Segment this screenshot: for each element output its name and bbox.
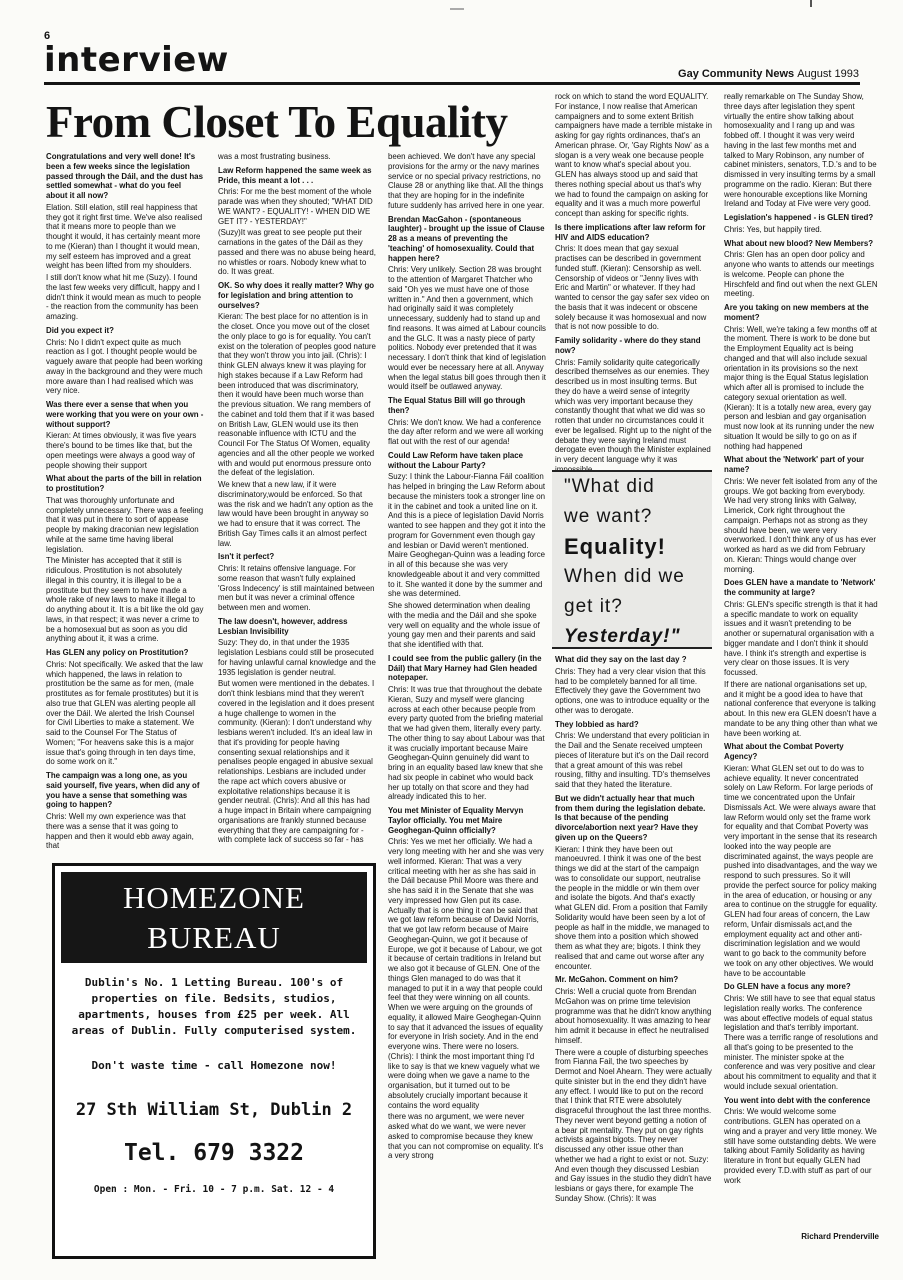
- pull-quote-line: get it?: [564, 596, 623, 617]
- interview-answer: Chris: It was true that throughout the debate Kieran, Suzy and myself were glancing across at each other because people from every party quoted from the briefing material that we had given them, literally every party. The other thing to say about Labour was that it was crucially important because Maire Geoghegan-Quinn genuinely did want to bring in an equality based law knew that she had six people in cabinet who would back her up totally on that score and they had already indicated this to her.: [388, 685, 545, 802]
- interview-answer: There were a couple of disturbing speeches from Fianna Fail, the two speeches by Dermot and Noel Ahearn. They were actually quite sinister but in the end they didn't have any effect. I would like to put on the record that I think that RTE were absolutely disgraceful throughout the last three months. They never went beyond getting a notion of a bear pit mentality. They put on gay rights activists against bigots. They never discussed any other issue other than whether we had a right to exist or not. Suzy: And even though they discussed Lesbian and Gay issues in the studio they didn't have lesbians or gays there, for example The Sunday Show. (Chris): It was: [555, 1047, 712, 1203]
- interview-question: What about the parts of the bill in relation to prostitution?: [46, 474, 202, 493]
- interview-question: They lobbied as hard?: [555, 719, 639, 729]
- ad-banner: [61, 872, 367, 963]
- ad-phone: Tel. 679 3322: [123, 1140, 304, 1166]
- interview-answer: But women were mentioned in the debates. I don't think lesbians mind that they weren't covered in the legislation and it does present a huge challenge to women in the community. (Kieran): I don't understand why lesbians weren't included. It's an ideal law in that it's providing for people having consenting sexual relationships and it penalises people engaged in abusive sexual relationships. Lesbians are included under the rape act which covers abusive or exploitative relationships because it is gender neutral. (Chris): And all this has had a huge impact in Britain where campaigning organisations are frankly stunned because everything that they are campaigning for - with complete lack of success so far - has: [218, 679, 375, 845]
- interview-answer: Chris: Well my own experience was that there was a sense that it was going to happen and then it would ebb away again, that: [46, 812, 194, 851]
- interview-question: Legislation's happened - is GLEN tired?: [724, 213, 874, 222]
- interview-answer: Chris: No I didn't expect quite as much reaction as I got. I thought people would be vaguely aware that people had been working away in the background and they were much more aware than I had realised which was very nice.: [46, 337, 203, 396]
- text-column-1: [46, 152, 204, 852]
- interview-answer: Chris: Glen has an open door policy and anyone who wants to attends our meetings is welcome. People can phone the Hirschfeld and find out when the next GLEN meeting.: [724, 250, 878, 299]
- interview-answer: She showed determination when dealing with the media and the Dáil and she spoke very well on equality and the whole issue of young gay men and their parents and said that she identified with that.: [388, 601, 540, 649]
- issue-date: August 1993: [797, 68, 859, 80]
- pull-quote-line: Equality!: [564, 534, 666, 559]
- interview-question: Does GLEN have a mandate to 'Network' the community at large?: [724, 578, 876, 597]
- interview-question: Are you taking on new members at the moment?: [724, 303, 869, 322]
- interview-question: The campaign was a long one, as you said yourself, five years, when did any of you have a sense that something was going to happen?: [46, 771, 200, 810]
- interview-answer: Chris: We don't know. We had a conference the day after reform and we were all working flat out with the rest of our agenda!: [388, 417, 544, 446]
- pull-quote-line: Yesterday!": [564, 626, 681, 647]
- interview-answer: Chris: They had a very clear vision that this had to be completely banned for all time. Effectively they gave the Government two options, one was to introduce equality or the other was to derogate.: [555, 666, 710, 715]
- interview-answer: rock on which to stand the word EQUALITY. For instance, I now realise that American campaigners and to some extent British campaigners have made a terrible mistake in asking for gay rights ordinances, that's an American phrase. Or, 'Gay Rights Now' as a slogan is a very weak one because people want to know what's special about you. GLEN has always stood up and said that theres nothing special about us that's why we had to found the campaign on asking for equality and it was a much more powerful concept than asking for specific rights.: [555, 92, 712, 218]
- interview-answer: Chris: GLEN's specific strength is that it had a specific mandate to work on equality issues and it wasn't pretending to be another or supernatural organisation with a bigger mandate and I don't think it should have. I think it's strength and expertise is very clear on those issues. It is very focussed.: [724, 599, 878, 677]
- interview-answer: Kieran: The best place for no attention is in the closet. Once you move out of the closet the only place to go is for equality. You can't exist on the toleration of peoples good nature that they won't throw you into jail. (Chris): I think GLEN always knew it was playing for high stakes because if a Law Reform had been introduced that was discriminatory, then it would have been much worse than the previous situation. We rang members of the cabinet and told them that if it was based on British Law, GLEN would use its then reasonable influence with ICTU and the Council For The Status Of Women, equality agencies and all the other people we worked with and would put enormous pressure onto the defeat of the legislation.: [218, 312, 376, 478]
- pull-quote-line: When did we: [564, 566, 685, 587]
- interview-question: What did they say on the last day ?: [555, 655, 687, 664]
- interview-question: Was there ever a sense that when you were working that you were on your own - without support?: [46, 400, 204, 429]
- interview-answer: Chris: Not specifically. We asked that the law which happened, the laws in relation to prostitution be the same as for men, (male prostitutes as for female prostitutes) but it is also true that GLEN was alerting people all over the Dáil. We alerted the Irish Counsel for Civil Liberties to make a statement. We said to the Counsel For The Status of Women; "For heavens sake this is a major issue that's going through in ten days time, do some work on it.": [46, 659, 203, 767]
- interview-answer: Chris: It retains offensive language. For some reason that wasn't fully explained 'Gross Indecency' is still maintained between men but it was never a criminal offence between men and women.: [218, 564, 375, 612]
- interview-answer: Kieran: At times obviously, it was five years there's bound to be times like that, but the open meetings were always a good way of people showing their support: [46, 431, 197, 470]
- ad-hours: Open : Mon. - Fri. 10 - 7 p.m. Sat. 12 - 4: [93, 1184, 335, 1195]
- article-headline: From Closet To Equality: [46, 97, 508, 147]
- interview-question: Is there implications after law reform for HIV and AIDS education?: [555, 222, 706, 242]
- publication-name: Gay Community News: [678, 68, 795, 80]
- pull-quote-line: we want?: [564, 506, 653, 527]
- interview-answer: Chris: For me the best moment of the whole parade was when they shouted; "WHAT DID WE WANT? - EQUALITY! - WHEN DID WE GET IT? - YESTERDAY!": [218, 187, 373, 226]
- interview-question: You met Minister of Equality Mervyn Taylor officially. You met Maire Geoghegan-Quinn officially?: [388, 806, 524, 835]
- interview-answer: Suzy: I think the Labour-Fianna Fáil coalition has helped in bringing the Law Reform about because the ministers took a stronger line on it in the cabinet and took a united line on it. And this is a piece of legislation David Norris wanted to see happen and they got it into the program for Government even though gay and lesbian or David weren't mentioned. Maire Geoghegan-Quinn was a leading force in all of this because she was very knowledgeable about it and very committed to it. She wanted it done by the summer and she was determined.: [388, 472, 546, 599]
- pull-quote-line: "What did: [564, 476, 655, 497]
- homezone-advertisement: [52, 863, 376, 1259]
- ad-address: 27 Sth William St, Dublin 2: [75, 1100, 353, 1120]
- interview-answer: The Minister has accepted that it still is ridiculous. Prostitution is not absolutely illegal in this country, it is illegal to be a prostitute but they seem to have made a whole rake of new laws to make it illegal to do anything about it. It is a bit like the old gay laws, in that respect; it was never a crime to be a homosexual but as soon as you did anything about it, it was a crime.: [46, 556, 204, 644]
- interview-answer: That was thoroughly unfortunate and completely unnecessary. There was a feeling that it was put in there to sort of appease people by making draconian new legislation while at the same time having liberal legislation.: [46, 495, 204, 554]
- interview-answer: I still don't know what hit me (Suzy). I found the last few weeks very difficult, happy and I didn't think it would mean as much to people - the reaction from the community has been amazing.: [46, 273, 202, 321]
- interview-answer: Chris: Very unlikely. Section 28 was brought to the attention of Margaret Thatcher who said "Oh yes we must have one of those written in." And then a government, which had originally said it was completely unnecessary, suddenly had to stand up and find reasons. It was aimed at Labour councils and the GLC. It was a nasty piece of party politics. Nobody ever pretended that it was necessary. I don't think that kind of legislation would ever be necessary here at all. Anyway when the legal status bill goes through then it would itself be outlawed anyway.: [388, 265, 546, 392]
- interview-question: The Equal Status Bill will go through then?: [388, 396, 526, 415]
- interview-answer: Chris: We still have to see that equal status legislation really works. The conference was about effective models of equal status legislation and that's terribly important. There was a terrific range of resolutions and all that's going to be presented to the minister. The minister spoke at the conference and was very positive and clear about his commitment to equality and that it would include sexual orientation.: [724, 994, 878, 1091]
- interview-answer: We knew that a new law, if it were discriminatory,would be enforced. So that was the risk and we hadn't any option as the law would have been brought in anyway so we had to ensure that it was correct. The British Gay Times calls it an almost perfect law.: [218, 480, 374, 548]
- interview-question: What about the 'Network' part of your name?: [724, 455, 865, 474]
- interview-answer: Chris: Yes, but happily tired.: [724, 224, 822, 234]
- interview-answer: Chris: Well a crucial quote from Brendan McGahon was on prime time television programme was that he didn't know anything about homosexuality. It was amazing to hear him admit it because in effect he neutralised himself.: [555, 987, 712, 1045]
- ad-tagline: Don't waste time - call Homezone now!: [91, 1059, 337, 1072]
- section-title: interview: [44, 40, 229, 80]
- interview-question: Could Law Reform have taken place without the Labour Party?: [388, 450, 524, 470]
- text-column-5: [724, 92, 878, 1242]
- interview-question: What about new blood? New Members?: [724, 238, 874, 248]
- interview-answer: Chris: Well, we're taking a few months off at the moment. There is work to be done but the Employment Equality act is being changed and that will also include sexual orientation in its provisions so the next major thing is the Equal Status legislation which after all is promised to include the category sexual orientation as well. (Kieran): It is a totally new area, every gay person and lesbian and gay organisation must now look at its running under the new situation It would be silly to go on as if nothing had happened: [724, 324, 877, 451]
- interview-question: Did you expect it?: [46, 325, 114, 335]
- interview-question: OK. So why does it really matter? Why go for legislation and bring attention to ourselves?: [218, 281, 375, 310]
- text-column-2: [218, 152, 376, 852]
- interview-question: Congratulations and very well done! It's been a few weeks since the legislation passed through the Dáil, and the dust has settled somewhat - what do you feel about it all now?: [46, 152, 203, 200]
- author-byline: Richard Prenderville: [801, 1232, 879, 1241]
- page-number: 6: [44, 30, 51, 42]
- interview-answer: If there are national organisations set up, and it might be a good idea to have that national conference that everyone is talking about. In this new era GLEN doesn't have a mandate to be any thing other than what we have been working at.: [724, 679, 878, 738]
- ad-body: Dublin's No. 1 Letting Bureau. 100's of properties on file. Bedsits, studios, apartments, houses from £25 per week. All areas of Dublin. Fully computerised system.: [71, 976, 357, 1037]
- interview-question: Brendan MacGahon - (spontaneous laughter) - brought up the issue of Clause 28 as a means of preventing the 'teaching' of homosexuality. Could that happen here?: [388, 214, 545, 263]
- header-rule: [44, 82, 860, 85]
- interview-question: What about the Combat Poverty Agency?: [724, 742, 844, 761]
- interview-question: Do GLEN have a focus any more?: [724, 982, 851, 992]
- scan-mark: [450, 8, 464, 10]
- interview-question: Isn't it perfect?: [218, 552, 275, 562]
- interview-answer: Chris: Family solidarity quite categorically described themselves as our enemies. They described us in most insulting terms. But they do have a weird sense of integrity which was very important because they constantly thought that what we did was so rotten that under no circumstances could it ever be legalised. Right up to the night of the debate they were saying Ireland must derogate even though the Minister explained in very decent language why it was: [555, 357, 712, 464]
- interview-answer: Chris: We understand that every politician in the Dail and the Senate received umpteen pieces of literature but it's on the Dail record that a great amount of this was rebel rousing, filthy and insulting. TD's themselves said that they hated the literature.: [555, 731, 711, 789]
- ad-subtitle: BUREAU: [147, 920, 281, 955]
- interview-question: The law doesn't, however, address Lesbian Invisibility: [218, 616, 348, 636]
- interview-answer: (Suzy)It was great to see people put their carnations in the gates of the Dáil as they passed and there was no abuse being heard, no whistles or roars. Nobody knew what to do. It was great.: [218, 228, 376, 277]
- text-column-3: [388, 152, 546, 1262]
- pull-quote: [552, 470, 712, 649]
- interview-question: I could see from the public gallery (in the Dáil) that Mary Harney had Glen headed notepaper.: [388, 653, 542, 683]
- interview-answer: Kieran: What GLEN set out to do was to achieve equality. It never concentrated solely on Law Reform. For large periods of time we concentrated upon the Unfair Dismissals Act. We were always aware that law Reform would only set the frame work for equality and that Combat Poverty was very important in the sense that its research looked into the way people are discriminated against, the ways people are pushed into disadvantages, and the way we respond to such pressures. So it will provide the perfect source for policy making in the area of education, or housing or any area to continue on the struggle for equality. GLEN had four areas of concern, the Law reform, Unfair dismissals act,and the employment equality act and other anti-discrimination legislation and we would want to go back to the community before we took on any other objectives. We would have to be accountable: [724, 763, 878, 978]
- ad-title: HOMEZONE: [123, 880, 305, 915]
- interview-answer: there was no argument, we were never asked what do we want, we were never asked to compromise because they knew that you can not compromise on equality. It's a very strong: [388, 1112, 544, 1161]
- interview-answer: Suzy: They do, in that under the 1935 legislation Lesbians could still be prosecuted for having unlawful carnal knowledge and the 1935 legislation is gender neutral.: [218, 638, 376, 677]
- interview-question: But we didn't actually hear that much from them during the legislation debate. Is that because of the pending divorce/abortion next year? Have they given up on the Queers?: [555, 793, 706, 842]
- text-column-4-bottom: [555, 655, 712, 1262]
- interview-answer: Elation. Still elation, still real happiness that they got it right first time. We've also realised that it means more to people than we thought it would, it has certainly meant more to me (Kieran) than I thought it would mean, my self esteem has improved and a great weight has been lifted from my shoulders.: [46, 202, 203, 271]
- interview-answer: Chris: We would welcome some contributions. GLEN has operated on a wing and a prayer and very little money. We still have some outstanding debts. We were talking about Family Solidarity as having literature in front but equally GLEN had provided every T.D.with stuff as part of our work: [724, 1107, 877, 1185]
- scan-mark: [810, 0, 812, 7]
- interview-answer: Chris: We never felt isolated from any of the groups. We got backing from everybody. We had very strong links with Galway, Limerick, Cork right throughout the campaign. Perhaps not as strong as they should have been, we were very overworked. I don't think any of us has ever worked as hard as we did from February on. Kieran: Things would change over morning.: [724, 476, 878, 574]
- interview-question: Law Reform happened the same week as Pride, this meant a lot . . .: [218, 165, 372, 185]
- interview-question: Family solidarity - where do they stand now?: [555, 336, 701, 355]
- interview-answer: was a most frustrating business.: [218, 152, 331, 161]
- interview-question: You went into debt with the conference: [724, 1095, 871, 1105]
- masthead: [678, 68, 859, 80]
- interview-answer: really remarkable on The Sunday Show, three days after legislation they spent virtually the entire show talking about homosexuality and I rang up and was fobbed off. I thought it was very weird having in the last few months met and talked to Mary Robinson, any number of cabinet ministers, senators, T.D.'s and to be dismissed in very insulting terms by a small programme on the radio. Kieran: But there were honourable exceptions like Morning Ireland and Today at Five were very good.: [724, 92, 877, 209]
- interview-question: Has GLEN any policy on Prostitution?: [46, 648, 189, 657]
- interview-answer: Chris: Yes we met her officially. We had a very long meeting with her and she was very well informed. Kieran: That was a very critical meeting with her as she has said in the Dáil because Phil Moore was there and she has said it in the Senate that she was very impressed how Glen put its case. Actually that is one thing it can be said that we got law reform because of David Norris, that we got law reform because of Maire Geoghegan-Quinn, we got it because of Europe, we got it because of Labour, we got it because of certain traditions in Ireland but we also got it because of GLEN. One of the things Glen managed to do was that it managed to put it in a way that people could feel that they were winning on all counts. When we were arguing on the grounds of equality, it allowed Maire Geoghegan-Quinn to say that it advanced the issues of equality for everyone in Irish society. And in the end everyone wins. There were no losers. (Chris): I think the most important thing I'd like to say is that we knew vaguely what we were doing when we gave a name to the organisation, but it turned out to be absolutely crucially important because it contains the word equality: [388, 837, 544, 1110]
- interview-answer: been achieved. We don't have any special provisions for the army or the navy marines service or no special privacy restrictions, no Clause 28 or anything like that. All the things that they are hoping for in the indefinite future suddenly has arrived here in one year.: [388, 152, 545, 210]
- interview-question: Mr. McGahon. Comment on him?: [555, 975, 679, 985]
- interview-answer: Chris: It does mean that gay sexual practises can be described in government funded stuff. (Kieran): Censorship as well. Censorship of videos or "Jenny lives with Eric and Martin" or whatever. If they had wanted to censor the gay safer sex video on the basis that it was indecent or obscene solely because it was homosexual and now that is not now possible to do.: [555, 244, 710, 332]
- interview-answer: Kieran: I think they have been out manoeuvred. I think it was one of the best things we did at the start of the campaign was to consolidate our support, neutralise the people in the middle or win them over and isolate the bigots. And that's exactly what GLEN did. From a position that Family Solidarity would have been seen by a lot of people as half in the middle, we managed to shove them into a position which showed them as what they are; bigots. I think they realised that and came out worse after any encounter.: [555, 844, 710, 971]
